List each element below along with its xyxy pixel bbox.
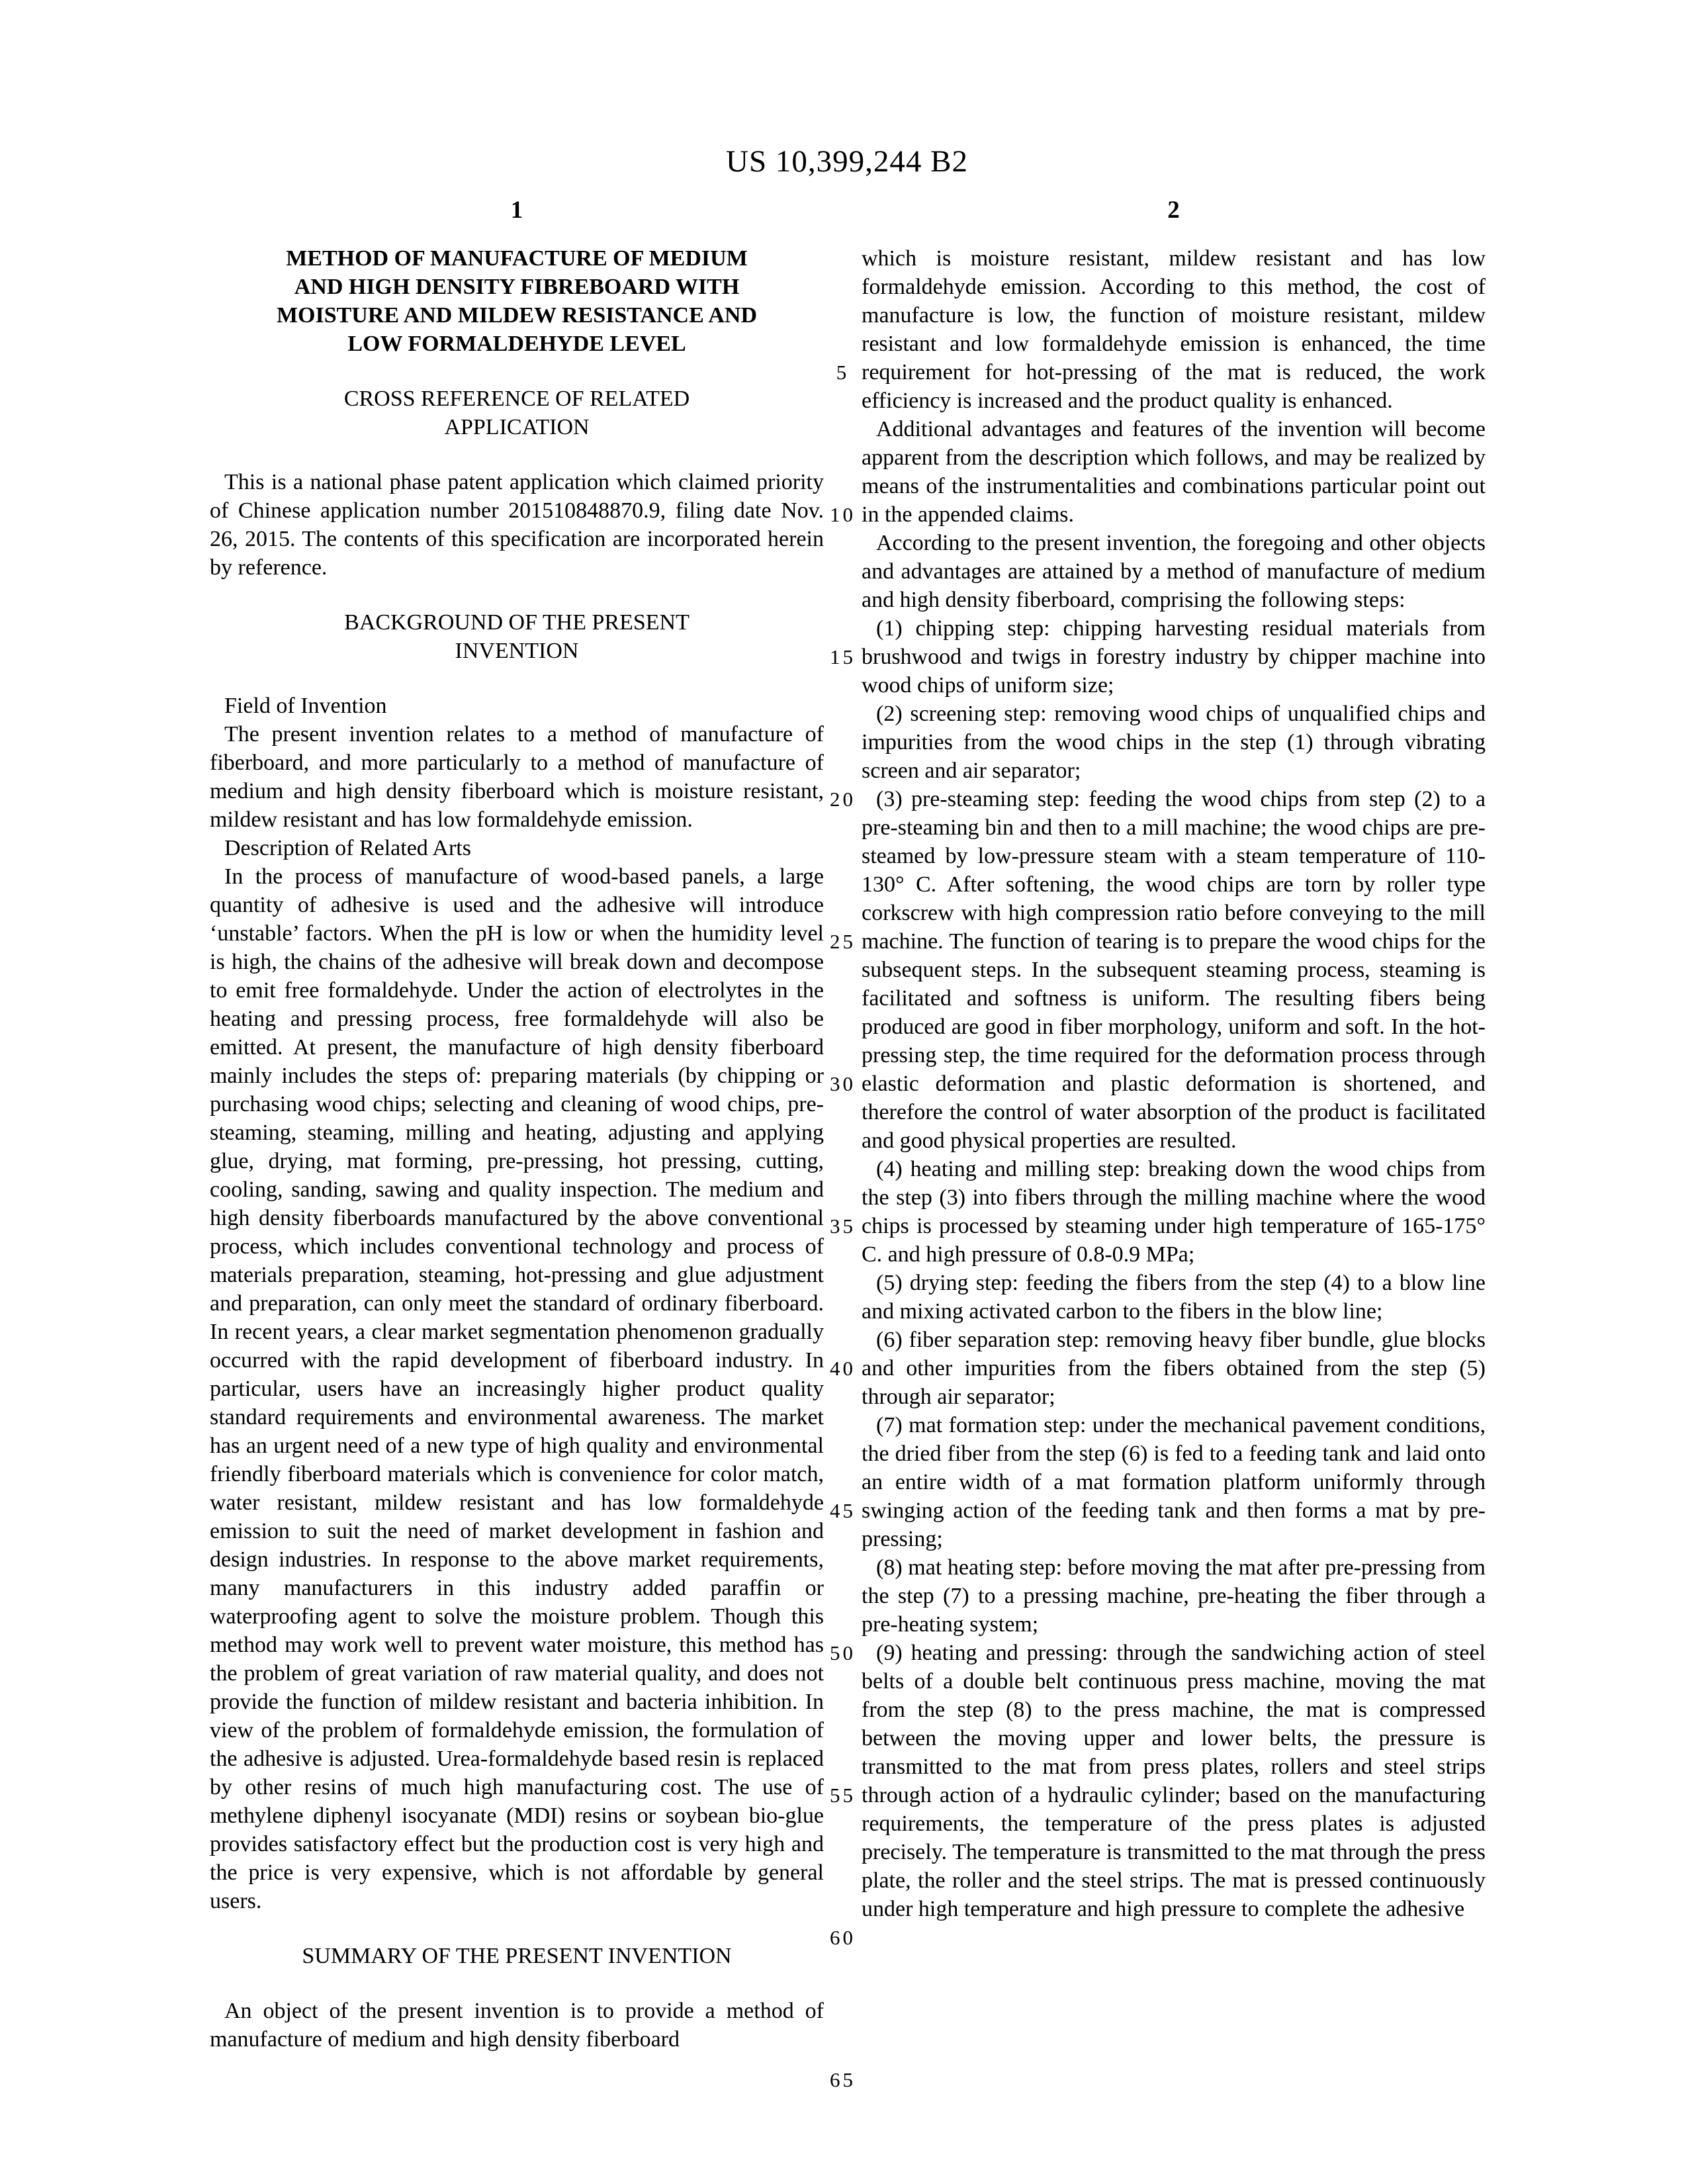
paragraph: which is moisture resistant, mildew resistant and has low formaldehyde emission. According to this method, the cost of manufacture is low, the function of moisture resistant, mildew resistant and low formaldehyde emission is enhanced, the time requirement for hot-pressing of the mat is reduced, the work efficiency is increased and the product quality is enhanced. [862,246,1486,413]
section-heading-background: BACKGROUND OF THE PRESENT INVENTION [344,610,690,663]
paragraph-step-4: (4) heating and milling step: breaking down the wood chips from the step (3) into fibers through the milling machine where the wood chips is processed by steaming under high temperature of 165-175° C. and high pressure of 0.8-0.9 MPa; [862,1157,1486,1267]
paragraph-step-8: (8) mat heating step: before moving the mat after pre-pressing from the step (7) to a pressing machine, pre-heating the fiber through a pre-heating system; [862,1555,1486,1637]
gutter-line-number: 5 [836,361,850,384]
paragraph-step-3: (3) pre-steaming step: feeding the wood chips from step (2) to a pre-steaming bin and then to a mill machine; the wood chips are pre-steamed by low-pressure steam with a steam temperature of 110-130° C. After softening, the wood chips are torn by roller type corkscrew with high compression ratio before conveying to the mill machine. The function of tearing is to prepare the wood chips for the subsequent steps. In the subsequent steaming process, steaming is facilitated and softness is uniform. The resulting fibers being produced are good in fiber morphology, uniform and soft. In the hot-pressing step, the time required for the deformation process through elastic deformation and plastic deformation is shortened, and therefore the control of water absorption of the product is facilitated and good physical properties are resulted. [862,787,1486,1153]
subheading-description-of-related-arts: Description of Related Arts [224,836,471,860]
paragraph-step-9: (9) heating and pressing: through the sandwiching action of steel belts of a double belt continuous press machine, moving the mat from the step (8) to the press machine, the mat is compressed between the moving upper and lower belts, the pressure is transmitted to the mat from press plates, rollers and steel strips through action of a hydraulic cylinder; based on the manufacturing requirements, the temperature of the press plates is adjusted precisely. The temperature is transmitted to the mat through the press plate, the roller and the steel strips. The mat is pressed continuously under high temperature and high pressure to complete the adhesive [862,1641,1486,1921]
left-column [210,196,824,2054]
gutter-line-number: 25 [830,930,856,953]
gutter-line-number: 30 [830,1072,856,1095]
gutter-line-number: 20 [830,788,856,811]
invention-title: METHOD OF MANUFACTURE OF MEDIUM AND HIGH DENSITY FIBREBOARD WITH MOISTURE AND MILDEW RESISTANCE AND LOW FORMALDEHYDE LEVEL [276,246,758,356]
gutter-line-number: 35 [830,1214,856,1238]
paragraph: Additional advantages and features of the invention will become apparent from the description which follows, and may be realized by means of the instrumentalities and combinations particular point out in the appended claims. [862,417,1486,527]
paragraph-cross-reference: This is a national phase patent application which claimed priority of Chinese application number 201510848870.9, filing date Nov. 26, 2015. The contents of this specification are incorporated herein by reference. [210,470,824,580]
line-number-gutter [824,196,862,2091]
column-number-left: 1 [510,197,523,224]
subheading-field-of-invention: Field of Invention [224,694,387,718]
paragraph: According to the present invention, the foregoing and other objects and advantages are attained by a method of manufacture of medium and high density fiberboard, comprising the following steps: [862,531,1486,612]
gutter-line-number: 60 [830,1926,856,1949]
two-column-body [210,196,1486,2091]
right-column [862,196,1486,1923]
patent-number: US 10,399,244 B2 [726,144,968,179]
paragraph-related-arts: In the process of manufacture of wood-based panels, a large quantity of adhesive is used and the adhesive will introduce ‘unstable’ factors. When the pH is low or when the humidity level is high, the chains of the adhesive will break down and decompose to emit free formaldehyde. Under the action of electrolytes in the heating and pressing process, free formaldehyde will also be emitted. At present, the manufacture of high density fiberboard mainly includes the steps of: preparing materials (by chipping or purchasing wood chips; selecting and cleaning of wood chips, pre-steaming, steaming, milling and heating, adjusting and applying glue, drying, mat forming, pre-pressing, hot pressing, cutting, cooling, sanding, sawing and quality inspection. The medium and high density fiberboards manufactured by the above conventional process, which includes conventional technology and process of materials preparation, steaming, hot-pressing and glue adjustment and preparation, can only meet the standard of ordinary fiberboard. In recent years, a clear market segmentation phenomenon gradually occurred with the rapid development of fiberboard industry. In particular, users have an increasingly higher product quality standard requirements and environmental awareness. The market has an urgent need of a new type of high quality and environmental friendly fiberboard materials which is convenience for color match, water resistant, mildew resistant and has low formaldehyde emission to suit the need of market development in fashion and design industries. In response to the above market requirements, many manufacturers in this industry added paraffin or waterproofing agent to solve the moisture problem. Though this method may work well to prevent water moisture, this method has the problem of great variation of raw material quality, and does not provide the function of mildew resistant and bacteria inhibition. In view of the problem of formaldehyde emission, the formulation of the adhesive is adjusted. Urea-formaldehyde based resin is replaced by other resins of much high manufacturing cost. The use of methylene diphenyl isocyanate (MDI) resins or soybean bio-glue provides satisfactory effect but the production cost is very high and the price is very expensive, which is not affordable by general users. [210,864,824,1913]
paragraph-step-6: (6) fiber separation step: removing heavy fiber bundle, glue blocks and other impurities from the fibers obtained from the step (5) through air separator; [862,1328,1486,1409]
paragraph-summary-object: An object of the present invention is to provide a method of manufacture of medium and high density fiberboard [210,1999,824,2052]
gutter-line-number: 55 [830,1784,856,1807]
paragraph-step-7: (7) mat formation step: under the mechanical pavement conditions, the dried fiber from the step (6) is fed to a feeding tank and laid onto an entire width of a mat formation platform uniformly through swinging action of the feeding tank and then forms a mat by pre-pressing; [862,1413,1486,1551]
section-heading-summary: SUMMARY OF THE PRESENT INVENTION [302,1944,732,1968]
paragraph-step-1: (1) chipping step: chipping harvesting residual materials from brushwood and twigs in forestry industry by chipper machine into wood chips of uniform size; [862,616,1486,698]
gutter-line-number: 40 [830,1357,856,1380]
column-number-right: 2 [1167,197,1180,224]
gutter-line-number: 65 [830,2068,856,2091]
paragraph-step-5: (5) drying step: feeding the fibers from the step (4) to a blow line and mixing activated carbon to the fibers in the blow line; [862,1271,1486,1324]
gutter-line-number: 50 [830,1641,856,1664]
paragraph-step-2: (2) screening step: removing wood chips of unqualified chips and impurities from the wood chips in the step (1) through vibrating screen and air separator; [862,702,1486,783]
gutter-line-number: 15 [830,645,856,668]
section-heading-cross-reference: CROSS REFERENCE OF RELATED APPLICATION [343,387,690,439]
gutter-line-number: 45 [830,1499,856,1522]
paragraph-field-of-invention: The present invention relates to a method of manufacture of fiberboard, and more particularly to a method of manufacture of medium and high density fiberboard which is moisture resistant, mildew resistant and has low formaldehyde emission. [210,722,824,832]
gutter-line-number: 10 [830,503,856,526]
